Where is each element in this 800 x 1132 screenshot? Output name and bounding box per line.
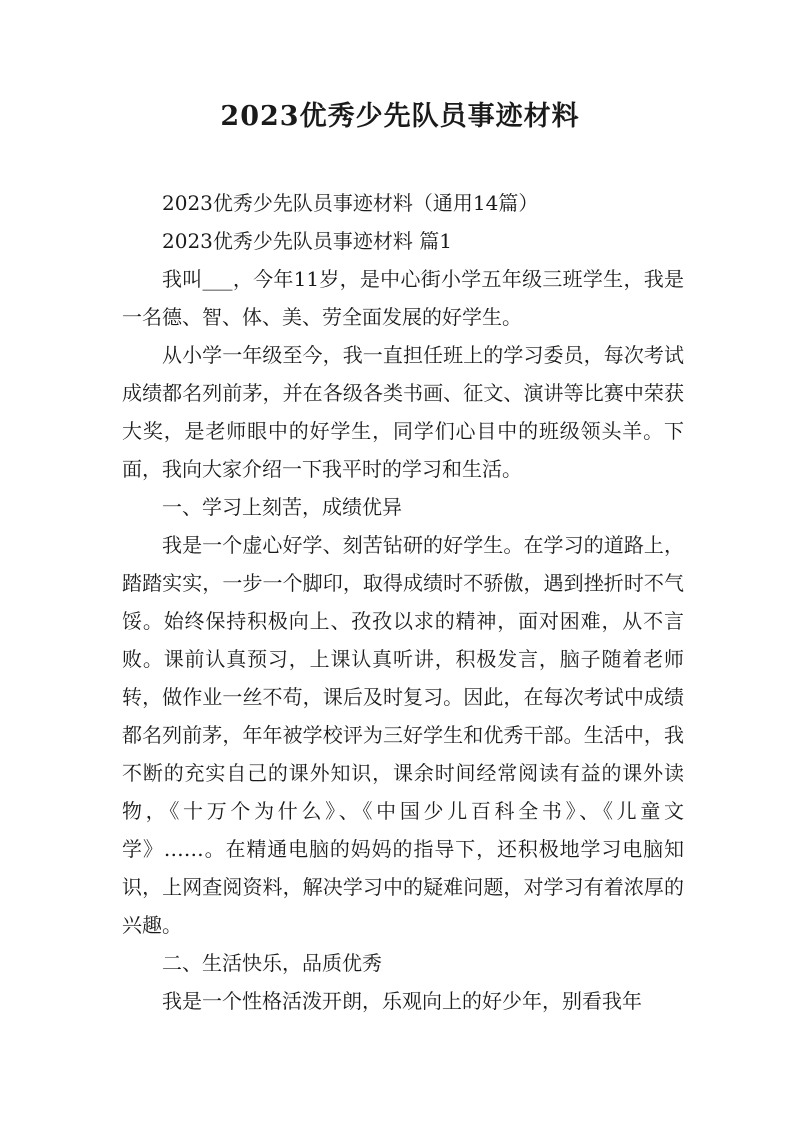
paragraph: 我是一个性格活泼开朗，乐观向上的好少年，别看我年 xyxy=(162,989,642,1013)
paragraph-heading: 二、生活快乐，品质优秀 xyxy=(162,951,382,975)
document-title: 2023优秀少先队员事迹材料 xyxy=(220,101,580,132)
paragraph: 从小学一年级至今，我一直担任班上的学习委员，每次考试成绩都名列前茅，并在各级各类书画、征文、演讲等比赛中荣获大奖，是老师眼中的好学生，同学们心目中的班级领头羊。下面，我向大家介绍一下我平时的学习和生活。 xyxy=(122,343,684,481)
document-body xyxy=(122,184,684,1020)
paragraph-subtitle: 2023优秀少先队员事迹材料（通用14篇） xyxy=(162,191,539,215)
paragraph-heading: 一、学习上刻苦，成绩优异 xyxy=(162,495,402,519)
paragraph: 我是一个虚心好学、刻苦钻研的好学生。在学习的道路上，踏踏实实，一步一个脚印，取得成绩时不骄傲，遇到挫折时不气馁。始终保持积极向上、孜孜以求的精神，面对困难，从不言败。课前认真预习，上课认真听讲，积极发言，脑子随着老师转，做作业一丝不苟，课后及时复习。因此，在每次考试中成绩都名列前茅，年年被学校评为三好学生和优秀干部。生活中，我不断的充实自己的课外知识，课余时间经常阅读有益的课外读物，《十万个为什么》、《中国少儿百科全书》、《儿童文学》……。在精通电脑的妈妈的指导下，还积极地学习电脑知识，上网查阅资料，解决学习中的疑难问题，对学习有着浓厚的兴趣。 xyxy=(122,533,684,937)
paragraph-section-heading: 2023优秀少先队员事迹材料 篇1 xyxy=(162,229,452,253)
paragraph: 我叫___，今年11岁，是中心街小学五年级三班学生，我是一名德、智、体、美、劳全面发展的好学生。 xyxy=(122,267,684,329)
